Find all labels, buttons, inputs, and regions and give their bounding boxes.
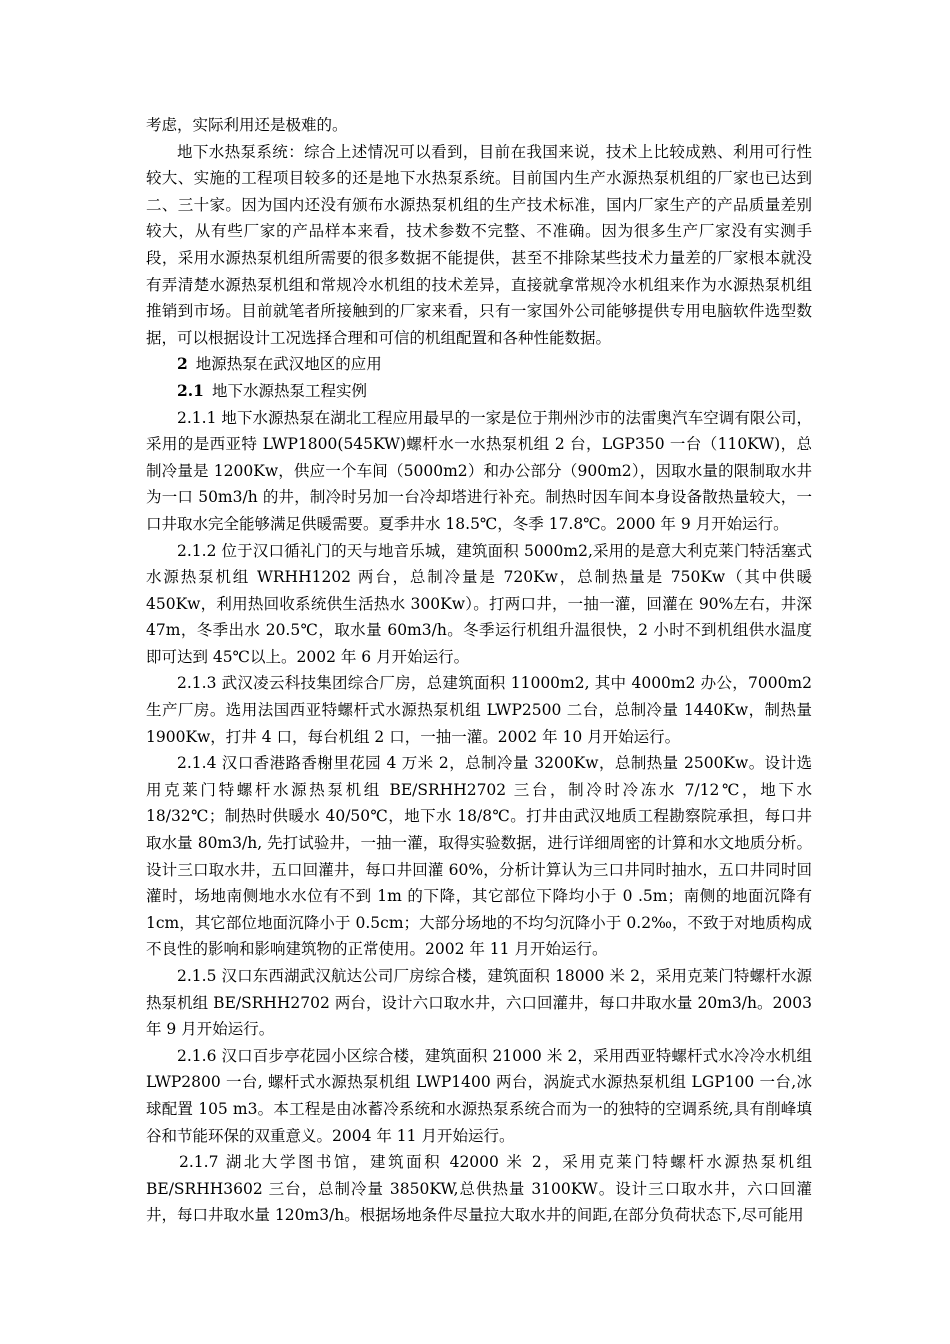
paragraph-2-1-7: 2.1.7 湖北大学图书馆，建筑面积 42000 米 2，采用克莱门特螺杆水源热泵机组 BE/SRHH3602 三台，总制冷量 3850KW,总供热量 3100KW。设计三口取水井，六口回灌井，每口井取水量 120m3/h。根据场地条件尽量拉大取水井的间距,在部分负荷状态下,尽可能用 [146,1153,812,1225]
paragraph-groundwater-heat-pump: 地下水热泵系统：综合上述情况可以看到，目前在我国来说，技术上比较成熟、利用可行性较大、实施的工程项目较多的还是地下水热泵系统。目前国内生产水源热泵机组的厂家也已达到二、三十家。因为国内还没有颁布水源热泵机组的生产技术标准，国内厂家生产的产品质量差别较大，从有些厂家的产品样本来看，技术参数不完整、不准确。因为很多生产厂家没有实测手段，采用水源热泵机组所需要的很多数据不能提供，甚至不排除某些技术力量差的厂家根本就没有弄清楚水源热泵机组和常规冷水机组的技术差异，直接就拿常规冷水机组来作为水源热泵机组推销到市场。目前就笔者所接触到的厂家来看，只有一家国外公司能够提供专用电脑软件选型数据，可以根据设计工况选择合理和可信的机组配置和各种性能数据。 [146,142,812,347]
paragraph-2-1-5: 2.1.5 汉口东西湖武汉航达公司厂房综合楼，建筑面积 18000 米 2，采用克莱门特螺杆水源热泵机组 BE/SRHH2702 两台，设计六口取水井，六口回灌井，每口井取水量 20m3/h。2003 年 9 月开始运行。 [146,967,812,1039]
paragraph-continuation: 考虑，实际利用还是极难的。 [146,116,348,134]
section-title: 地源热泵在武汉地区的应用 [195,355,382,374]
paragraph-2-1-6: 2.1.6 汉口百步亭花园小区综合楼，建筑面积 21000 米 2，采用西亚特螺杆式水冷冷水机组 LWP2800 一台, 螺杆式水源热泵机组 LWP1400 两台，涡旋式水源热泵机组 LGP100 一台,冰球配置 105 m3。本工程是由冰蓄冷系统和水源热泵系统合而为一的独特的空调系统,具有削峰填谷和节能环保的双重意义。2004 年 11 月开始运行。 [146,1046,812,1145]
paragraph-2-1-1: 2.1.1 地下水源热泵在湖北工程应用最早的一家是位于荆州沙市的法雷奥汽车空调有限公司，采用的是西亚特 LWP1800(545KW)螺杆水一水热泵机组 2 台，LGP350 一台（110KW)，总制冷量是 1200Kw，供应一个车间（5000m2）和办公部分（900m2），因取水量的限制取水井为一口 50m3/h 的井，制冷时另加一台冷却塔进行补充。制热时因车间本身设备散热量较大，一口井取水完全能够满足供暖需要。夏季井水 18.5℃，冬季 17.8℃。2000 年 9 月开始运行。 [146,408,812,533]
section-heading-2-1 [146,378,812,405]
section-number: 2 [177,354,188,374]
paragraph-2-1-3: 2.1.3 武汉凌云科技集团综合厂房，总建筑面积 11000m2, 其中 4000m2 办公，7000m2 生产厂房。选用法国西亚特螺杆式水源热泵机组 LWP2500 二台，总制冷量 1440Kw，制热量 1900Kw，打井 4 口，每台机组 2 口，一抽一灌。2002 年 10 月开始运行。 [146,674,812,746]
section-number: 2.1 [177,380,204,400]
section-heading-2 [146,351,812,378]
paragraph-2-1-4: 2.1.4 汉口香港路香榭里花园 4 万米 2，总制冷量 3200Kw，总制热量 2500Kw。设计选用克莱门特螺杆水源热泵机组 BE/SRHH2702 三台，制冷时冷冻水 7/12℃，地下水 18/32℃；制热时供暖水 40/50℃，地下水 18/8℃。打井由武汉地质工程勘察院承担，每口井取水量 80m3/h, 先打试验井，一抽一灌，取得实验数据，进行详细周密的计算和水文地质分析。设计三口取水井，五口回灌井，每口井回灌 60%，分析计算认为三口井同时抽水，五口井同时回灌时，场地南侧地水水位有不到 1m 的下降，其它部位下降均小于 0 .5m；南侧的地面沉降有 1cm，其它部位地面沉降小于 0.5cm；大部分场地的不均匀沉降小于 0.2‰，不致于对地质构成不良性的影响和影响建筑物的正常使用。2002 年 11 月开始运行。 [146,754,812,959]
section-title: 地下水源热泵工程实例 [211,381,367,400]
document-page [146,112,812,1229]
paragraph-2-1-2: 2.1.2 位于汉口循礼门的天与地音乐城，建筑面积 5000m2,采用的是意大利克莱门特活塞式水源热泵机组 WRHH1202 两台，总制冷量是 720Kw，总制热量是 750Kw（其中供暖450Kw，利用热回收系统供生活热水 300Kw）。打两口井，一抽一灌，回灌在 90%左右，井深 47m，冬季出水 20.5℃，取水量 60m3/h。冬季运行机组升温很快，2 小时不到机组供水温度即可达到 45℃以上。2002 年 6 月开始运行。 [146,541,812,666]
